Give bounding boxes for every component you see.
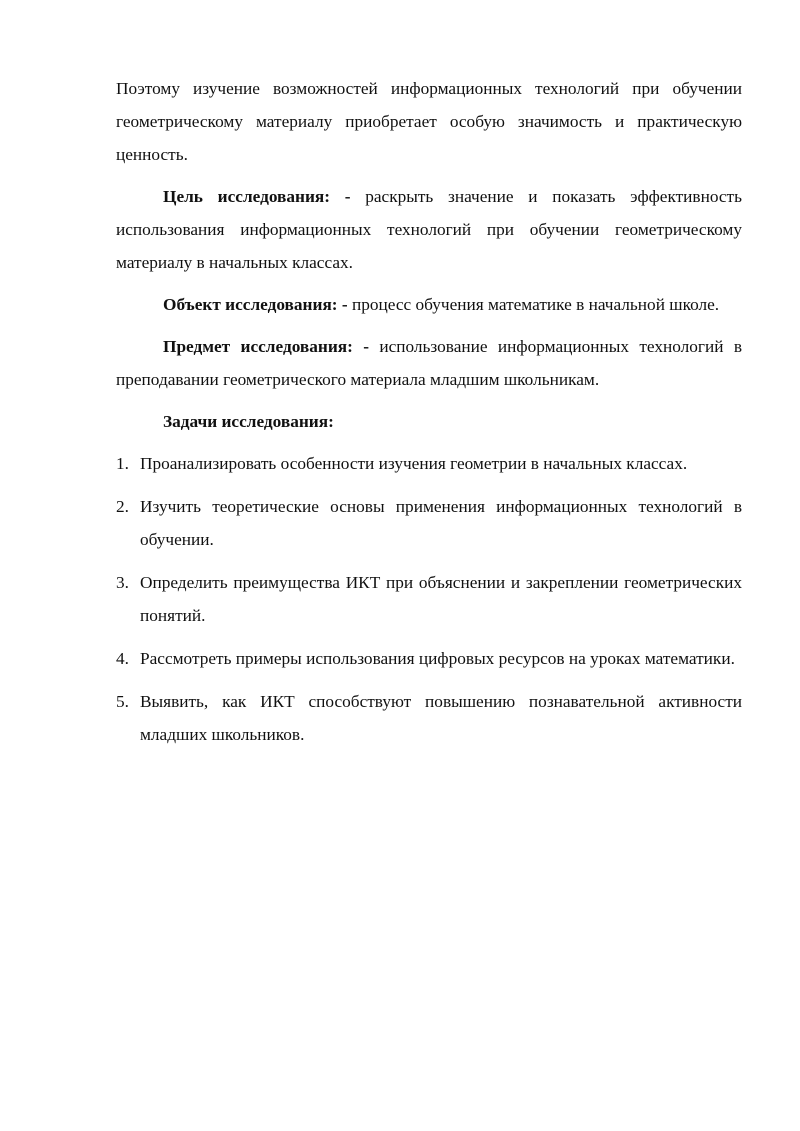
list-item (116, 642, 742, 675)
list-item (116, 447, 742, 480)
list-item (116, 566, 742, 632)
goal-text: раскрыть значение и показать эффективность использования информационных технологий при обучении геометрическому материалу в начальных классах. (116, 187, 742, 272)
list-item (116, 685, 742, 751)
list-item-text: Определить преимущества ИКТ при объяснении и закреплении геометрических понятий. (140, 573, 742, 625)
subject-label: Предмет исследования: - (163, 337, 369, 356)
list-item-number: 2. (116, 497, 129, 516)
list-item-number: 5. (116, 692, 129, 711)
intro-paragraph: Поэтому изучение возможностей информационных технологий при обучении геометрическому материалу приобретает особую значимость и практическую ценность. (116, 79, 742, 164)
goal-label: Цель исследования: - (163, 187, 351, 206)
subject-text: использование информационных технологий в преподавании геометрического материала младшим школьникам. (116, 337, 742, 389)
list-item-number: 4. (116, 649, 129, 668)
goal-paragraph (116, 180, 742, 279)
list-item-text: Рассмотреть примеры использования цифровых ресурсов на уроках математики. (140, 649, 735, 668)
list-item (116, 490, 742, 556)
tasks-list (116, 447, 742, 751)
list-item-number: 3. (116, 573, 129, 592)
list-item-number: 1. (116, 454, 129, 473)
list-item-text: Выявить, как ИКТ способствуют повышению познавательной активности младших школьников. (140, 692, 742, 744)
subject-paragraph (116, 330, 742, 396)
list-item-text: Проанализировать особенности изучения геометрии в начальных классах. (140, 454, 688, 473)
list-item-text: Изучить теоретические основы применения информационных технологий в обучении. (140, 497, 742, 549)
object-paragraph (116, 288, 742, 321)
object-text: процесс обучения математике в начальной школе. (347, 295, 720, 314)
object-label: Объект исследования: - (163, 295, 348, 314)
tasks-heading: Задачи исследования: (163, 412, 334, 431)
